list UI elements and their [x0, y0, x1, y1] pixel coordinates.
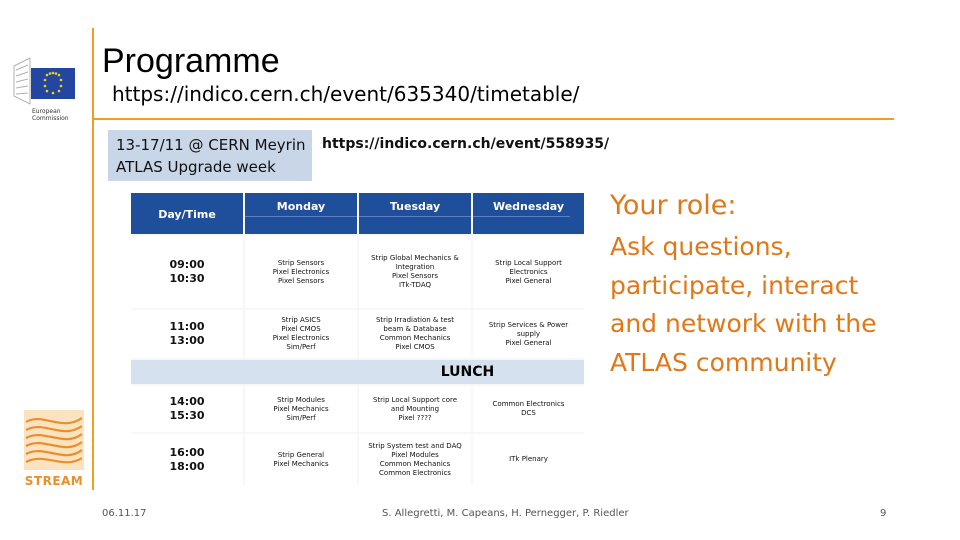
indico-event-link[interactable]: https://indico.cern.ch/event/558935/: [322, 136, 610, 152]
wednesday-slot-1: Strip Local Support Electronics Pixel General: [473, 236, 584, 308]
tuesday-slot-1: Strip Global Mechanics & Integration Pixel Sensors ITk-TDAQ: [359, 236, 471, 308]
header-tuesday-label: Tuesday: [389, 200, 441, 213]
monday-slot-4: Strip General Pixel Mechanics: [245, 434, 357, 485]
time-slot-2: 11:00 13:00: [131, 310, 243, 358]
slide-title: Programme: [102, 42, 280, 80]
timetable-url-link[interactable]: https://indico.cern.ch/event/635340/timetable/: [112, 82, 580, 106]
european-commission-logo: [10, 48, 90, 122]
stream-logo: [22, 408, 86, 488]
event-date-location: 13-17/11 @ CERN Meyrin: [116, 136, 306, 154]
time-slot-3: 14:00 15:30: [131, 386, 243, 432]
header-wednesday: [473, 193, 584, 234]
role-description: Ask questions, participate, interact and network with the ATLAS community: [610, 232, 877, 377]
wednesday-slot-2: Strip Services & Power supply Pixel General: [473, 310, 584, 358]
left-accent-rule: [92, 28, 94, 490]
wednesday-slot-4: ITk Plenary: [473, 434, 584, 485]
monday-slot-3: Strip Modules Pixel Mechanics Sim/Perf: [245, 386, 357, 432]
header-day-time: Day/Time: [131, 193, 243, 234]
header-wednesday-label: Wednesday: [492, 200, 565, 213]
stream-swirl-icon: [22, 408, 86, 472]
event-info-box: [108, 130, 312, 181]
header-tuesday: [359, 193, 471, 234]
header-wednesday-bar: [473, 216, 570, 234]
eu-building-icon: [10, 48, 90, 108]
title-accent-rule: [92, 118, 894, 120]
eu-logo-caption: European Commission: [32, 108, 69, 122]
tuesday-slot-2: Strip Irradiation & test beam & Database Common Mechanics Pixel CMOS: [359, 310, 471, 358]
tuesday-slot-3: Strip Local Support core and Mounting Pixel ????: [359, 386, 471, 432]
monday-slot-1: Strip Sensors Pixel Electronics Pixel Sensors: [245, 236, 357, 308]
stream-logo-text: STREAM: [24, 474, 84, 488]
lunch-band: LUNCH: [131, 360, 584, 384]
header-tuesday-bar: [359, 216, 471, 234]
time-slot-1: 09:00 10:30: [131, 236, 243, 308]
header-monday-label: Monday: [276, 200, 326, 213]
role-heading: Your role:: [610, 190, 737, 221]
timetable: [131, 193, 584, 485]
footer-authors: S. Allegretti, M. Capeans, H. Pernegger, P. Riedler: [382, 508, 629, 519]
monday-slot-2: Strip ASICS Pixel CMOS Pixel Electronics Sim/Perf: [245, 310, 357, 358]
time-slot-4: 16:00 18:00: [131, 434, 243, 485]
header-monday-bar: [245, 216, 357, 234]
tuesday-slot-4: Strip System test and DAQ Pixel Modules Common Mechanics Common Electronics: [359, 434, 471, 485]
header-monday: [245, 193, 357, 234]
event-name: ATLAS Upgrade week: [116, 158, 276, 176]
footer-date: 06.11.17: [102, 508, 147, 519]
page-number: 9: [880, 508, 887, 519]
wednesday-slot-3: Common Electronics DCS: [473, 386, 584, 432]
